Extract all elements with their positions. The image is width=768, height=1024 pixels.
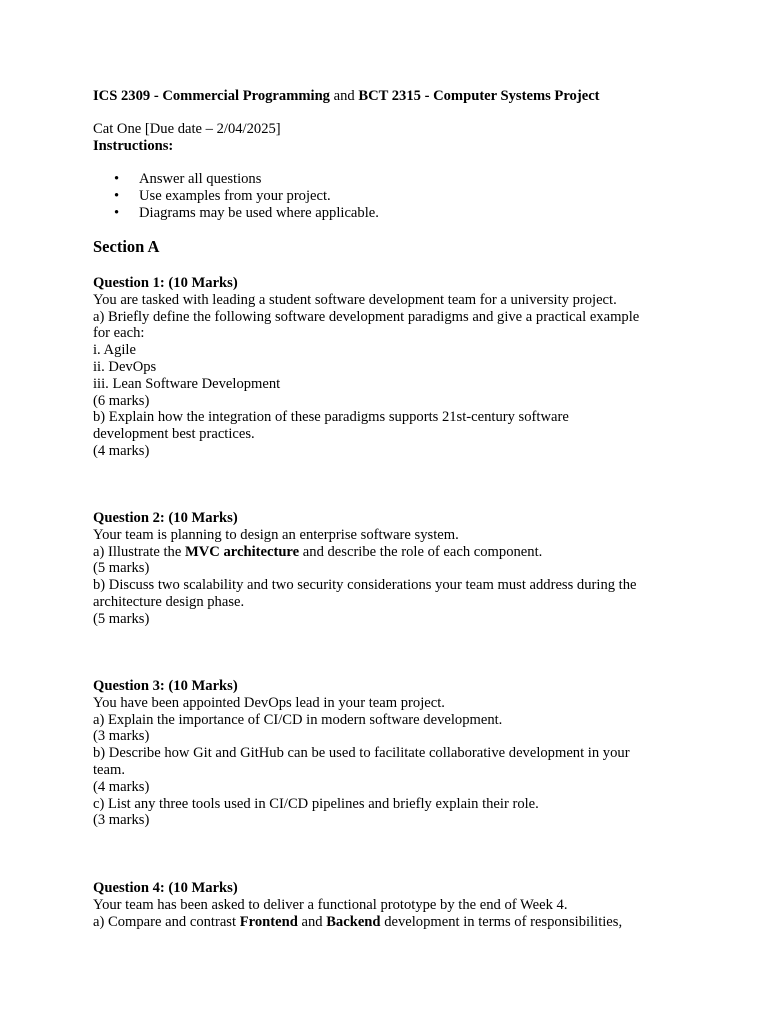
instruction-text: Diagrams may be used where applicable.: [139, 204, 379, 221]
question-title: Question 4: (10 Marks): [93, 880, 238, 896]
question-title: Question 3: (10 Marks): [93, 678, 238, 694]
instruction-text: Use examples from your project.: [139, 187, 331, 204]
bullet-icon: •: [114, 171, 120, 187]
question-text: b) Explain how the integration of these paradigms supports 21st-century software: [93, 409, 569, 426]
question-text: a) Explain the importance of CI/CD in modern software development.: [93, 711, 503, 728]
list-item: [93, 171, 379, 188]
question-text: You are tasked with leading a student software development team for a university project.: [93, 291, 617, 308]
text-run: development in terms of responsibilities,: [380, 913, 623, 930]
marks-text: (4 marks): [93, 778, 150, 795]
marks-text: (5 marks): [93, 610, 150, 627]
course1-code: ICS 2309 - Commercial Programming: [93, 88, 330, 104]
question-4: [93, 880, 703, 930]
question-text: [93, 914, 703, 931]
instructions-list: [93, 171, 379, 221]
question-title: Question 1: (10 Marks): [93, 275, 238, 291]
question-1: [93, 275, 703, 460]
bullet-icon: •: [114, 187, 120, 204]
section-heading: Section A: [93, 237, 160, 256]
text-run: a) Compare and contrast: [93, 913, 240, 930]
course-title-line: [93, 88, 600, 105]
question-text: Your team is planning to design an enterprise software system.: [93, 526, 459, 543]
question-text: i. Agile: [93, 342, 136, 359]
list-item: [93, 188, 379, 205]
marks-text: (3 marks): [93, 728, 150, 745]
bold-term: Backend: [326, 913, 381, 930]
bold-term: Frontend: [239, 913, 298, 930]
question-text: [93, 544, 703, 561]
instruction-text: Answer all questions: [139, 171, 262, 187]
title-connector: and: [329, 88, 359, 104]
instructions-label: Instructions:: [93, 138, 174, 154]
question-text: You have been appointed DevOps lead in your team project.: [93, 694, 445, 711]
question-title: Question 2: (10 Marks): [93, 510, 238, 526]
bullet-icon: •: [114, 204, 120, 221]
cat-due-date: Cat One [Due date – 2/04/2025]: [93, 121, 281, 137]
question-text: team.: [93, 761, 126, 778]
question-text: architecture design phase.: [93, 593, 245, 610]
question-text: Your team has been asked to deliver a functional prototype by the end of Week 4.: [93, 896, 568, 913]
list-item: [93, 205, 379, 222]
question-text: b) Describe how Git and GitHub can be used to facilitate collaborative development in your: [93, 745, 630, 762]
question-text: b) Discuss two scalability and two security considerations your team must address during the: [93, 577, 637, 594]
question-text: c) List any three tools used in CI/CD pipelines and briefly explain their role.: [93, 795, 539, 812]
question-text: for each:: [93, 325, 145, 342]
question-text: a) Briefly define the following software development paradigms and give a practical example: [93, 308, 640, 325]
marks-text: (5 marks): [93, 560, 150, 577]
question-text: development best practices.: [93, 426, 255, 443]
bold-term: MVC architecture: [184, 543, 300, 560]
marks-text: (3 marks): [93, 812, 150, 829]
question-text: ii. DevOps: [93, 358, 157, 375]
marks-text: (4 marks): [93, 442, 150, 459]
text-run: and: [297, 913, 327, 930]
question-text: iii. Lean Software Development: [93, 375, 281, 392]
text-run: and describe the role of each component.: [299, 543, 543, 560]
marks-text: (6 marks): [93, 392, 150, 409]
text-run: a) Illustrate the: [93, 543, 185, 560]
question-2: [93, 510, 703, 628]
course2-code: BCT 2315 - Computer Systems Project: [358, 88, 600, 104]
question-3: [93, 678, 703, 829]
